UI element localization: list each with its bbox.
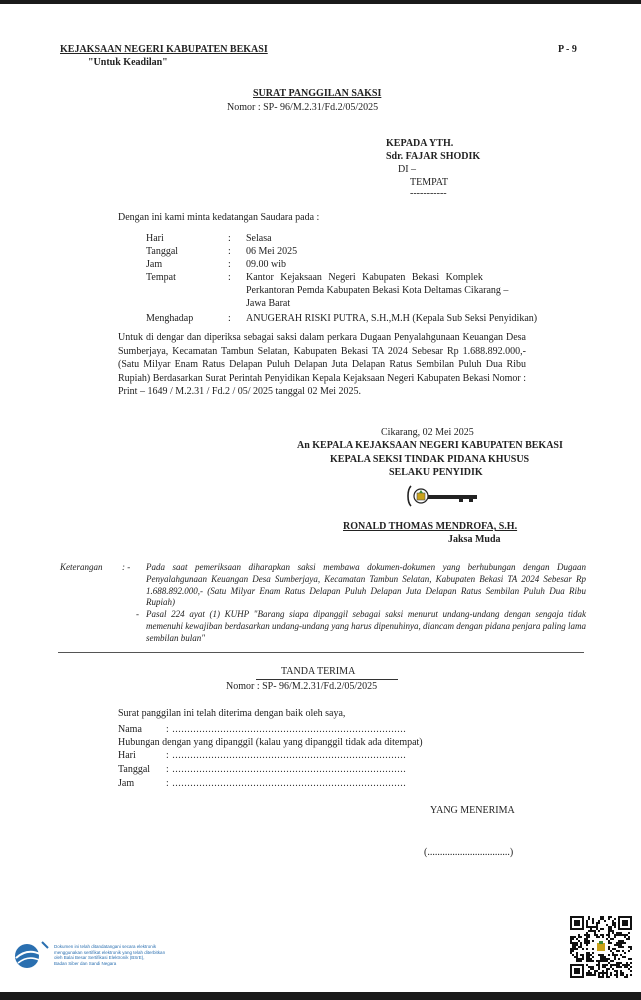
form-code: P - 9	[558, 44, 577, 55]
jam-label: Jam	[146, 259, 163, 270]
tanggal-colon: :	[228, 246, 231, 257]
section-divider	[58, 652, 584, 653]
receipt-hari-field[interactable]: : ..............................................................................	[166, 750, 407, 761]
esign-notice	[54, 944, 165, 966]
tanggal-value: 06 Mei 2025	[246, 246, 298, 257]
notes-bullet-2: -	[136, 609, 139, 619]
signatory-role: SELAKU PENYIDIK	[389, 467, 483, 478]
institution-motto: "Untuk Keadilan"	[88, 57, 168, 68]
receiver-label: YANG MENERIMA	[430, 805, 515, 816]
esign-line-4: Badan Siber dan Sandi Negara	[54, 960, 117, 966]
place-date: Cikarang, 02 Mei 2025	[381, 427, 474, 438]
notes-item-2: Pasal 224 ayat (1) KUHP "Barang siapa dipanggil sebagai saksi menurut undang-undang dengan sengaja tidak memenuhi kewajiban berdasarkan undang-undang yang harus dipenuhinya, diancam dengan pidana penjara paling lama sembilan bulan"	[146, 609, 586, 643]
tempat-label: Tempat	[146, 272, 176, 283]
electronic-seal-logo-icon	[405, 480, 480, 512]
signatory-section: KEPALA SEKSI TINDAK PIDANA KHUSUS	[330, 454, 530, 465]
receipt-tanggal-field[interactable]: : ..............................................................................	[166, 764, 407, 775]
signatory-on-behalf: An KEPALA KEJAKSAAN NEGERI KABUPATEN BEKASI	[297, 440, 563, 451]
receipt-heading: TANDA TERIMA	[281, 666, 356, 677]
body-paragraph: Untuk di dengar dan diperiksa sebagai saksi dalam perkara Dugaan Penyalahgunaan Keuangan Desa Sumberjaya, Kecamatan Tambun Selatan, Kabupaten Bekasi TA 2024 Sebesar Rp 1.688.892.000,- (Satu Milyar Enam Ratus Delapan Puluh Delapan Juta Delapan Ratus Sembilan Puluh Dua Ribu Rupiah) Berdasarkan Surat Perintah Penyidikan Kepala Kejaksaan Negeri Kabupaten Bekasi Nomor : Print – 1649 / M.2.31 / Fd.2 / 05/ 2025 tanggal 02 Mei 2025.	[118, 332, 526, 397]
hubungan-label: Hubungan dengan yang dipanggil (kalau yang dipanggil tidak ada ditempat)	[118, 737, 423, 748]
signatory-name: RONALD THOMAS MENDROFA, S.H.	[343, 521, 518, 532]
notes-item-1: Pada saat pemeriksaan diharapkan saksi membawa dokumen-dokumen yang berhubungan dengan Dugaan Penyalahgunaan Keuangan Desa Sumberjaya, Kecamatan Tambun Selatan, Kabupaten Bekasi TA 2024 Sebesar Rp 1.688.892.000,- (Satu Milyar Enam Ratus Delapan Puluh Delapan Juta Delapan Ratus Sembilan Puluh Dua Ribu Rupiah)	[146, 562, 586, 608]
hari-label: Hari	[146, 233, 164, 244]
esign-line-3: oleh Balai Besar Sertifikasi Elektronik (BSrE),	[54, 955, 145, 960]
receiver-signature-line[interactable]: (.................................)	[424, 847, 514, 858]
receipt-jam-label: Jam	[118, 778, 135, 789]
notes-separator: : -	[122, 562, 131, 572]
nama-label: Nama	[118, 724, 142, 735]
tempat-colon: :	[228, 272, 231, 283]
document-page	[0, 4, 641, 992]
jam-value: 09.00 wib	[246, 259, 286, 270]
receipt-jam-field[interactable]: : ..............................................................................	[166, 778, 407, 789]
addressee-salutation: KEPADA YTH.	[386, 138, 454, 149]
hari-value: Selasa	[246, 233, 272, 244]
tanggal-label: Tanggal	[146, 246, 179, 257]
document-title: SURAT PANGGILAN SAKSI	[253, 88, 382, 99]
addressee-name: Sdr. FAJAR SHODIK	[386, 151, 481, 162]
document-number: Nomor : SP- 96/M.2.31/Fd.2/05/2025	[227, 102, 379, 113]
jam-colon: :	[228, 259, 231, 270]
addressee-rule: -----------	[410, 188, 447, 199]
receipt-number: Nomor : SP- 96/M.2.31/Fd.2/05/2025	[226, 681, 378, 692]
menghadap-colon: :	[228, 313, 231, 324]
receipt-tanggal-label: Tanggal	[118, 764, 151, 775]
tempat-value-line3: Jawa Barat	[246, 298, 291, 309]
intro-text: Dengan ini kami minta kedatangan Saudara pada :	[118, 212, 320, 223]
esign-line-2: menggunakan sertifikat elektronik yang telah diterbitkan	[54, 949, 166, 955]
tempat-value-line1: Kantor Kejaksaan Negeri Kabupaten Bekasi Komplek	[246, 272, 483, 283]
esign-line-1: Dokumen ini telah ditandatangani secara elektronik	[54, 944, 157, 949]
addressee-place: TEMPAT	[410, 177, 448, 188]
receipt-heading-rule	[256, 679, 398, 680]
signatory-rank: Jaksa Muda	[448, 534, 501, 545]
receipt-intro: Surat panggilan ini telah diterima dengan baik oleh saya,	[118, 708, 346, 719]
institution-name: KEJAKSAAN NEGERI KABUPATEN BEKASI	[60, 44, 268, 55]
menghadap-label: Menghadap	[146, 313, 194, 324]
bsre-logo-icon	[10, 938, 50, 974]
addressee-di: DI –	[398, 164, 417, 175]
nama-field[interactable]: : ..............................................................................	[166, 724, 407, 735]
receipt-hari-label: Hari	[118, 750, 136, 761]
tempat-value-line2: Perkantoran Pemda Kabupaten Bekasi Kota Deltamas Cikarang –	[246, 285, 509, 296]
menghadap-value: ANUGERAH RISKI PUTRA, S.H.,M.H (Kepala Sub Seksi Penyidikan)	[246, 313, 538, 324]
notes-label: Keterangan	[60, 562, 103, 572]
hari-colon: :	[228, 233, 231, 244]
qr-code-icon	[570, 916, 632, 978]
